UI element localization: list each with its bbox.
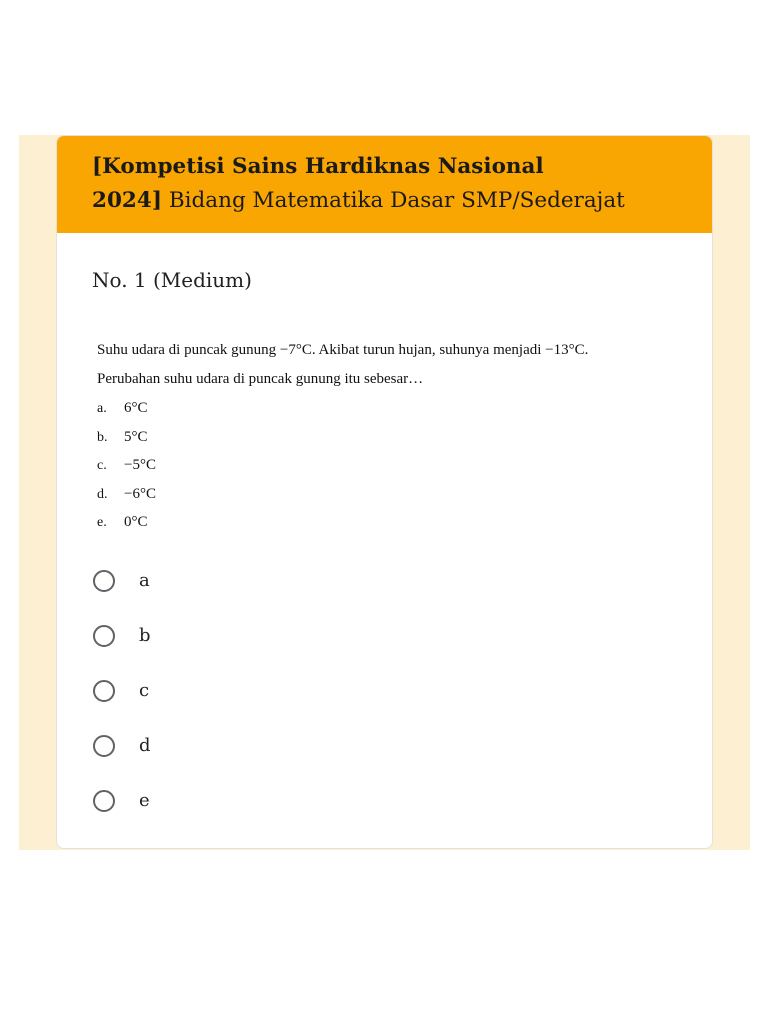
radio-label[interactable]: c: [139, 680, 150, 701]
form-title-line2: [92, 184, 682, 218]
choice-letter: d.: [97, 486, 108, 502]
question-card: [56, 135, 713, 849]
radio-button[interactable]: [93, 735, 115, 757]
answer-choice-a: [97, 394, 697, 423]
form-title-year: 2024]: [92, 188, 163, 213]
radio-option-e[interactable]: [93, 773, 151, 828]
choice-letter: c.: [97, 458, 107, 473]
choice-value: 0°C: [124, 514, 148, 530]
radio-option-a[interactable]: [93, 553, 151, 608]
answer-choices-list: [97, 394, 697, 537]
radio-option-c[interactable]: [93, 663, 151, 718]
radio-option-b[interactable]: [93, 608, 151, 663]
question-title: No. 1 (Medium): [92, 268, 252, 292]
radio-button[interactable]: [93, 790, 115, 812]
radio-label[interactable]: a: [139, 570, 150, 591]
radio-button[interactable]: [93, 680, 115, 702]
answer-choice-b: [97, 423, 697, 452]
radio-label[interactable]: e: [139, 790, 150, 811]
form-title-line1: [Kompetisi Sains Hardiknas Nasional: [92, 154, 544, 179]
answer-choice-d: [97, 480, 697, 509]
radio-label[interactable]: d: [139, 735, 151, 756]
answer-choice-e: [97, 508, 697, 537]
choice-value: −5°C: [124, 457, 156, 473]
form-header: [57, 136, 712, 233]
radio-group: [93, 553, 151, 828]
choice-letter: e.: [97, 515, 107, 530]
form-title-subject: Bidang Matematika Dasar SMP/Sederajat: [162, 188, 625, 213]
radio-button[interactable]: [93, 570, 115, 592]
choice-value: 5°C: [124, 428, 148, 445]
question-text: [97, 336, 697, 537]
choice-value: −6°C: [124, 485, 156, 502]
choice-letter: b.: [97, 429, 108, 445]
question-text-line1: Suhu udara di puncak gunung −7°C. Akibat turun hujan, suhunya menjadi −13°C.: [97, 342, 589, 358]
choice-letter: a.: [97, 401, 107, 416]
radio-label[interactable]: b: [139, 625, 151, 646]
question-text-line2: Perubahan suhu udara di puncak gunung itu sebesar…: [97, 371, 424, 387]
radio-button[interactable]: [93, 625, 115, 647]
radio-option-d[interactable]: [93, 718, 151, 773]
answer-choice-c: [97, 451, 697, 480]
choice-value: 6°C: [124, 400, 148, 416]
